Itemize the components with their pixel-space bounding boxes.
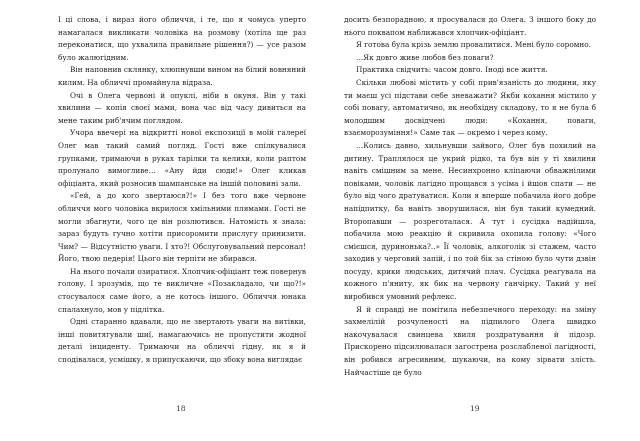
paragraph: …Колись давно, хильнувши зайвого, Олег був похилий на дитину. Траплялося це укрий рідко, та був він у ті хвилини навіть смішним за мене. Несинхронно кліпаючи обважнілими повіками, чоловік лагідно прощався з усіма і йшов спати — не було від чого дратуватися. Коли я вперше побачила його добре напідпитку, ба навіть зворушилася, він був такий кумедний. Второпавши — розреготалася. А тут і сусідка надійшла, побачила мою реакцію й скривила охопила голову: «Чого смієшся, дуринонька?..» Її чоловік, алкоголік зі стажем, часто заходив у черговий запій, і по той бік за стіною було чути дзвін посуду, крики людських, дитячий плач. Сусідка реагувала на кожного п'яниту, як бик на червону ганчірку. Такий у неї виробився умовний рефлекс. [344,140,596,302]
paragraph: Скільки любові містить у собі прив'язаність до людини, яку ти маєш усі підстави себе зневажати? Якби кохання містило у собі повагу, автоматично, як необхідну складову, то я не була б молодшим досвідчені люди: «Кохання, поваги, взаєморозуміння!» Саме так — окремо і через кому. [344,77,596,138]
paragraph: досить безпорадною, я просувалася до Олега. З іншого боку до нього поквапом наближався хлопчик-офіціант. [344,15,596,37]
paragraph: Я готова була крізь землю провалитися. Мені було соромно. [356,40,591,50]
paragraph: Очі в Олега червоні й опуклі, ніби в окуня. Він у такі хвилини — копія своєї мами, вона час від часу дивиться на мене таким риб'ячим поглядом. [58,90,306,125]
paragraph: «Гей, а до кого звертаюся?!» І без того вже червоне обличчя мого чоловіка вкрилося хмільними плямами. Гості не могли збагнути, чого це він розлютився. Натомість я знала: зараз будуть гучно хотіти присоромити прислугу принизити. Чим? — Відсутністю уваги. І хто?! Обслуговувальний персонал! Його, твою педерія! Цього він терпіти не збирався. [58,191,306,264]
page-number: 19 [470,404,480,413]
paragraph: Він наповнив склянку, хлюпнувши вином на білий вовняний килим. На обличчі промайнула відраза. [58,65,306,87]
page-number: 18 [176,404,186,413]
paragraph: Учора ввечері на відкритті нової експозиції в моїй галереї Олег мав такий самий погляд. Гості вже спілкувалися групками, тримаючи в руках тарілки та келихи, коли раптом пролунало вимогливе… «Ану йди сюди!» Олег кликав офіціанта, який розносив шампанське на іншій половині зали. [58,128,306,188]
paragraph: Я й справді не помітила небезпечного переходу: на зміну захмелілій розчуленості на підпилого Олега швидко накочувалася свинцева хвиля роздратування й підозр. Прискорено підсилювалася загострена розслабленої лагідності, він робився агресивним, шукаючи, на кому зірвати злість. Найчастіше це було [344,304,596,377]
paragraph: Одні старанно вдавали, що не звертають уваги на витівки, інші повитягували шиї, намагаючись не пропустити жодної деталі інциденту. Тримаючи на обличчі гідну, як я й сподівалася, усмішку, я припускаючи, що збоку вона виглядає [58,317,306,365]
paragraph: І ці слова, і вираз його обличчя, і те, що я чомусь уперто намагалася викликати чоловіка на розмову (хотіла ще раз переконатися, що ухвалила правильне рішення?) — усе разом було жалюгідним. [58,15,306,62]
paragraph: На нього почали озиратися. Хлопчик-офіціант теж повернув голову. І зрозумів, що те викличне «Позакладало, чи що?!» стосувалося саме його, а не котось іншого. Обличчя юнака спалахнуло, мов у підлітка. [58,266,306,314]
right-page [320,0,640,441]
paragraph: Практика свідчить: часом довго. Іноді все життя. [356,65,548,75]
paragraph: …Як довго живе любов без поваги? [356,52,494,62]
